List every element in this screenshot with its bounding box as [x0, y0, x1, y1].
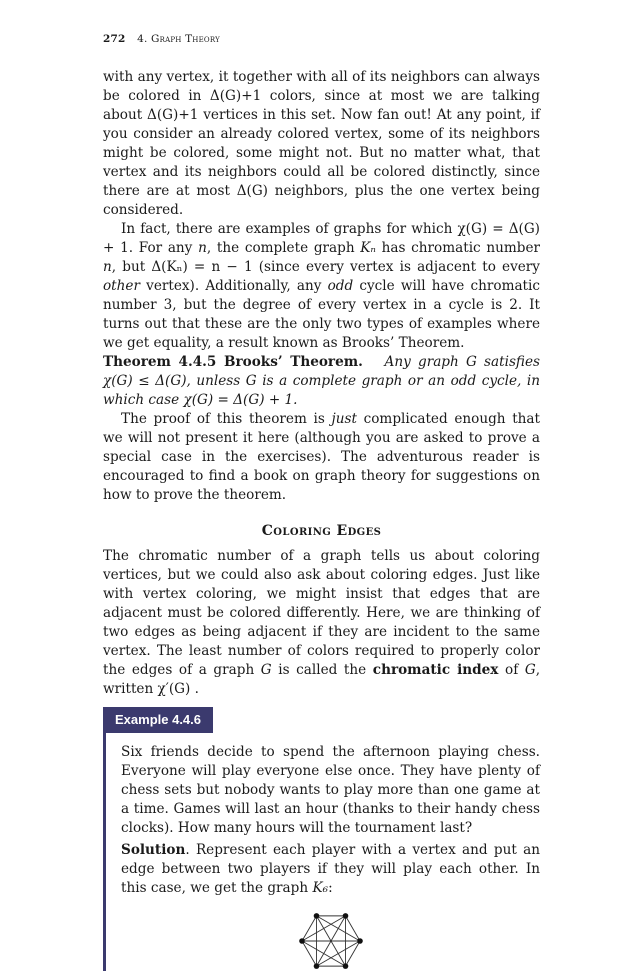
- example-box: [103, 707, 540, 976]
- graph-vertex: [342, 963, 348, 969]
- example-body: [121, 733, 540, 976]
- graph-vertex: [313, 913, 319, 919]
- page-body: [103, 68, 540, 976]
- running-header: [103, 33, 220, 45]
- graph-vertex: [313, 963, 319, 969]
- example-solution: Solution. Represent each player with a vertex and put an edge between two players if they will play each other. In this case, we get the graph K₆:: [121, 842, 540, 896]
- theorem-block: [103, 353, 540, 410]
- k6-graph: [293, 906, 369, 976]
- theorem-statement: Any graph G satisfies χ(G) ≤ Δ(G), unless G is a complete graph or an odd cycle, in which case χ(G) = Δ(G) + 1.: [103, 354, 541, 408]
- theorem-label: Theorem 4.4.5 Brooks’ Theorem.: [103, 354, 363, 370]
- graph-vertex: [342, 913, 348, 919]
- chapter-title: 4. Graph Theory: [137, 33, 220, 45]
- graph-vertex: [299, 938, 305, 944]
- paragraph-1: with any vertex, it together with all of its neighbors can always be colored in Δ(G)+1 colors, since at most we are talking about Δ(G)+1 vertices in this set. Now fan out! At any point, if you consider an already colored vertex, some of its neighbors might be colored, some might not. But no matter what, that vertex and its neighbors could all be colored distinctly, since there are at most Δ(G) neighbors, plus the one vertex being considered.: [103, 69, 540, 218]
- term-chromatic-index: chromatic index: [372, 662, 499, 678]
- paragraph-2: In fact, there are examples of graphs for which χ(G) = Δ(G) + 1. For any n, the complete graph Kₙ has chromatic number n, but Δ(Kₙ) = n − 1 (since every vertex is adjacent to every other vertex). Additionally, any odd cycle will have chromatic number 3, but the degree of every vertex in a cycle is 2. It turns out that these are the only two types of examples where we get equality, a result known as Brooks’ Theorem.: [103, 221, 540, 351]
- proof-note: The proof of this theorem is just complicated enough that we will not present it here (although you are asked to prove a special case in the exercises). The adventurous reader is encouraged to find a book on graph theory for suggestions on how to prove the theorem.: [103, 411, 540, 503]
- example-problem: Six friends decide to spend the afternoon playing chess. Everyone will play everyone else once. They have plenty of chess sets but nobody wants to play more than one game at a time. Games will last an hour (thanks to their handy chess clocks). How many hours will the tournament last?: [121, 744, 540, 836]
- example-rule: [103, 707, 106, 971]
- section-heading: Coloring Edges: [261, 523, 382, 539]
- page-number: 272: [103, 33, 126, 45]
- section-paragraph: The chromatic number of a graph tells us about coloring vertices, but we could also ask about coloring edges. Just like with vertex coloring, we might insist that edges that are adjacent must be colored differently. Here, we are thinking of two edges as being adjacent if they are incident to the same vertex. The least number of colors required to properly color the edges of a graph G is called the chromatic index of G, written χ′(G) .: [103, 548, 541, 697]
- graph-vertex: [357, 938, 363, 944]
- example-label: Example 4.4.6: [103, 707, 213, 733]
